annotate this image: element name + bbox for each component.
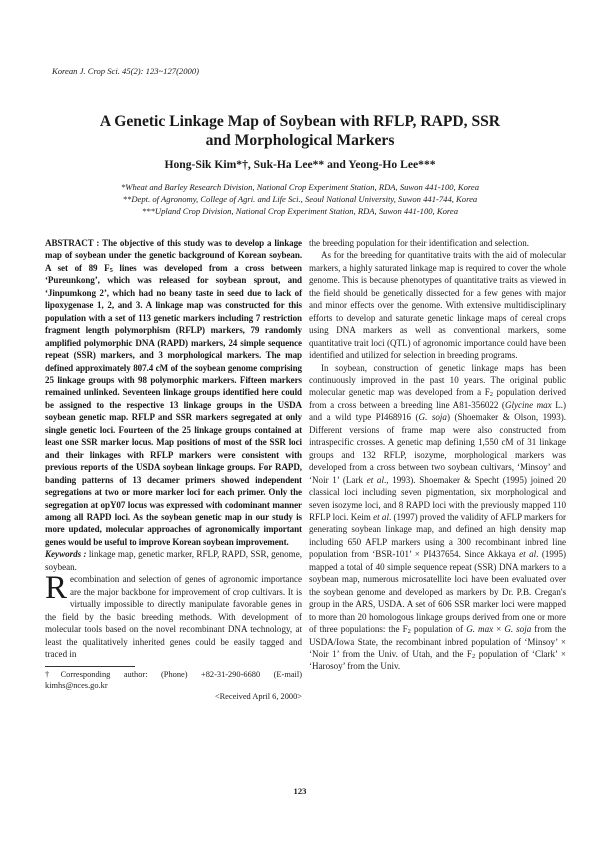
author-list: Hong-Sik Kim*†, Suk-Ha Lee** and Yeong-Ho Lee***: [164, 158, 436, 171]
keywords-text: linkage map, genetic marker, RFLP, RAPD, SSR, genome, soybean.: [45, 549, 303, 572]
text-run: . (1997) proved the validity of AFLP markers for generating soybean linkage map, and defined an high density map including 650 AFLP markers using a 300 recombinant inbred line population from ‘BSR-101’ × PI437654. Since Akkaya: [309, 511, 566, 560]
text-run: population of: [410, 624, 467, 635]
et-al: et al: [366, 474, 384, 485]
text-run: from the USDA/Iowa State, the recombinant inbred population of ‘Minsoy’ × ‘Noir 1’ from the Univ. of Utah, and the F: [309, 624, 566, 659]
body-paragraph-3: [309, 362, 566, 673]
affiliations: [40, 181, 560, 217]
keywords: [45, 548, 302, 573]
abstract-subscript: 5: [109, 266, 113, 274]
journal-citation: Korean J. Crop Sci. 45(2): 123~127(2000): [52, 66, 199, 76]
received-date: <Received April 6, 2000>: [214, 692, 302, 702]
text-run: ) (Shoemaker & Olson, 1993). Different versions of frame map were also constructed from intraspecific crosses. A genetic map defining 1,550 cM of 31 linkage groups and 132 RFLP, isozyme, morphological markers was developed from a cross between two soybean cultivars, ‘Minsoy’ and ‘Noir 1’ (Lark: [309, 412, 567, 485]
footnote-divider: [45, 666, 135, 667]
species-name: G. soja: [418, 412, 447, 423]
text-run: population of ‘Clark’ × ‘Harosoy’ from the Univ.: [309, 648, 566, 672]
title-line-1: A Genetic Linkage Map of Soybean with RFLP, RAPD, SSR: [99, 113, 501, 130]
footnote: [45, 669, 302, 702]
paper-title: [40, 112, 560, 150]
subscript: 2: [471, 652, 476, 660]
abstract-label: ABSTRACT :: [45, 238, 100, 248]
affiliation-1: *Wheat and Barley Research Division, National Crop Experiment Station, RDA, Suwon 441-100, Korea: [120, 182, 480, 192]
introduction-paragraph: [45, 570, 302, 660]
body-paragraph-2: As for the breeding for quantitative traits with the aid of molecular markers, a highly saturated linkage map is required to cover the whole genome. This is because phenotypes of quantitative traits as viewed in the field should be genetically dissected for a few genes with major and minor effects over the genome. With extensive multidisciplinary efforts to develop and saturate genetic linkage maps of cereal crops using DNA markers as well as conventional markers, some quantitative trait loci (QTL) of agronomic importance could have been identified and utilized for selection in breeding programs.: [309, 250, 566, 361]
keywords-label: Keywords :: [45, 549, 87, 560]
species-name: G. soja: [504, 624, 532, 635]
corresponding-author: †Corresponding author: (Phone) +82-31-290-6680 (E-mail) kimhs@nces.go.kr: [45, 670, 302, 691]
left-column: [45, 237, 302, 702]
et-al: et al: [373, 511, 389, 522]
text-run: ×: [493, 624, 505, 635]
text-run: ., 1993). Shoemaker & Specht (1995) joined 20 classical loci including seven pigmentation, six morphological and seven isozyme loci, and 8 RAPD loci with the previously mapped 110 RFLP loci. Keim: [309, 474, 566, 522]
affiliation-3: ***Upland Crop Division, National Crop Experiment Station, RDA, Suwon 441-100, Korea: [141, 206, 459, 216]
drop-cap: R: [45, 570, 68, 607]
species-name: Glycine max: [504, 399, 552, 410]
text-run: population derived from a cross between a breeding line A81-356022 (: [309, 387, 566, 410]
body-paragraph-continued: the breeding population for their identification and selection.: [309, 238, 530, 248]
species-name: G. max: [466, 624, 494, 635]
page-number: 123: [293, 786, 307, 796]
introduction-text: ecombination and selection of genes of agronomic importance are the major backbone for improvement of crop cultivars. It is virtually impossible to directly manipulate favorable genes in the field by the basic breeding methods. With development of molecular tools based on the novel recombinant DNA technology, at least the qualitatively inherited genes could be easily tagged and traced in: [45, 574, 302, 659]
subscript: 2: [407, 628, 411, 636]
subscript: 2: [489, 391, 494, 399]
text-run: L.) and a wild type PI468916 (: [309, 399, 567, 423]
abstract-text-1: The objective of this study was to develop a linkage map of soybean under the genetic background of Korean soybean. A set of 89 F: [45, 238, 302, 273]
title-line-2: and Morphological Markers: [205, 132, 395, 149]
et-al: et al: [519, 549, 537, 560]
abstract: [45, 237, 302, 548]
affiliation-2: **Dept. of Agronomy, College of Agri. and Life Sci., Seoul National University, Suwon 441-744, Korea: [122, 194, 478, 204]
abstract-text-2: lines was developed from a cross between ‘Pureunkong’, which was released for soybean sprout, and ‘Jinpumkong 2’, which had no beany taste in seed due to lack of lipoxygenase 1, 2, and 3. A linkage map was constructed for this population with a set of 113 genetic markers including 7 restriction fragment length polymorphism (RFLP) markers, 79 randomly amplified polymorphic DNA (RAPD) markers, 24 simple sequence repeat (SSR) markers, and 3 morphological markers. The map defined approximately 807.4 cM of the soybean genome comprising 25 linkage groups with 98 polymorphic markers. Fifteen markers remained unlinked. Seventeen linkage groups identified here could be assigned to the respective 13 linkage groups in the USDA soybean genetic map. RFLP and SSR markers segregated at only single genetic loci. Fourteen of the 25 linkage groups contained at least one SSR marker locus. Map positions of most of the SSR loci and their linkages with RFLP markers were consistent with previous reports of the USDA soybean linkage groups. For RAPD, banding patterns of 13 decamer primers showed independent segregations at two or more marker loci for each primer. Only the segregation at opY07 locus was expressed with codominant manner among all RAPD loci. As the soybean genetic map in our study is more updated, molecular approaches of agronomically important genes would be useful to improve Korean soybean improvement.: [45, 262, 302, 547]
text-run: In soybean, construction of genetic linkage maps has been continuously improved in the past 10 years. The original public molecular genetic map was developed from a F: [309, 362, 566, 398]
text-run: . (1995) mapped a total of 40 simple sequence repeat (SSR) DNA markers to a soybean map, numerous microsatellite loci have been evaluated over the soybean genome and developed as markers by Dr. P.B. Cregan's group in the ARS, USDA. A set of 606 SSR marker loci were mapped to more than 20 homologous linkage groups derived from one or more of three populations: the F: [309, 549, 566, 635]
right-column: [309, 237, 566, 673]
